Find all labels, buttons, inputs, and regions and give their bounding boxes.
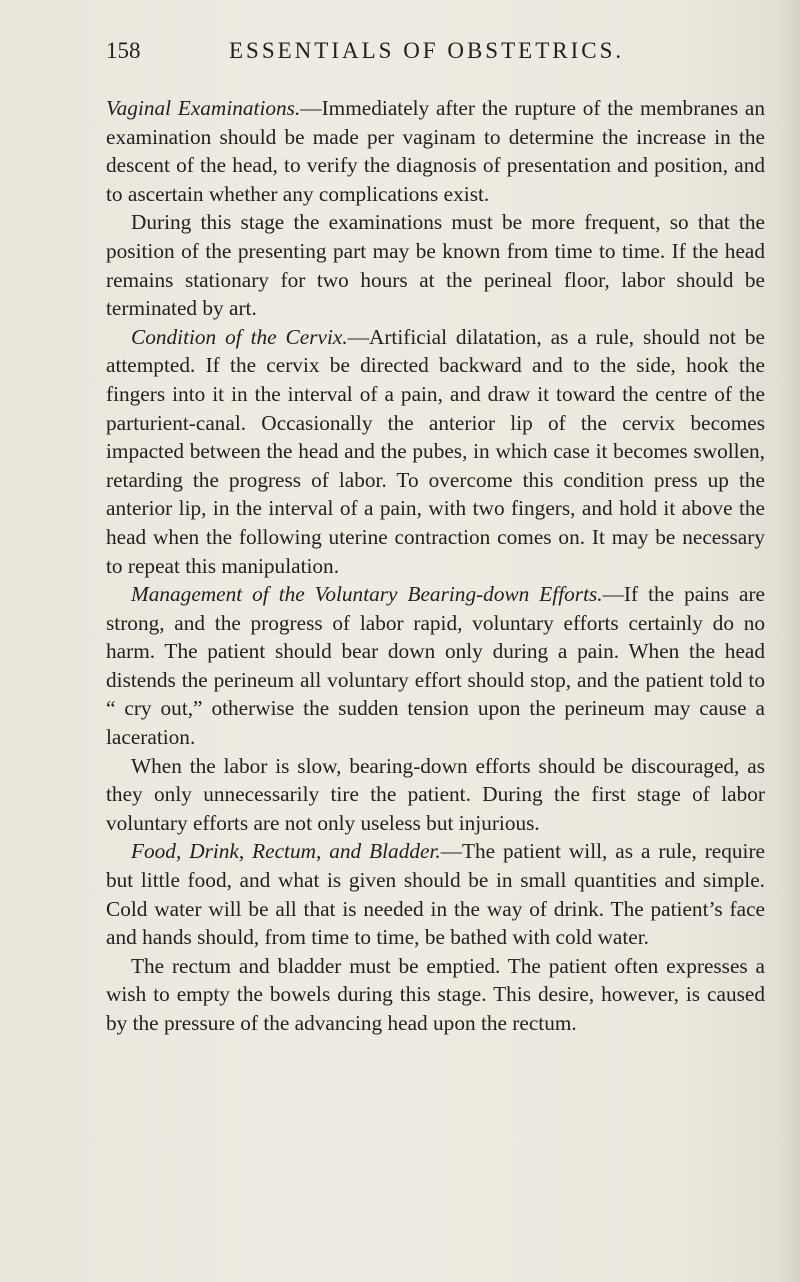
- paragraph-vaginal-examinations: [106, 94, 765, 208]
- paragraph-bearing-down-efforts: [106, 580, 765, 752]
- page-edge-shadow: [782, 0, 800, 1282]
- paragraph-text: —The patient will, as a rule, require but little food, and what is given should be in small quantities and simple. Cold water will be all that is needed in the way of drink. The patient’s face and hands should, from time to time, be bathed with cold water.: [106, 839, 765, 950]
- page-body: [106, 94, 765, 1038]
- paragraph-condition-of-cervix: [106, 323, 765, 580]
- page-header: [106, 38, 706, 68]
- paragraph-slow-labor: [106, 752, 765, 838]
- paragraph-food-drink: [106, 837, 765, 951]
- paragraph-text: The rectum and bladder must be emptied. The patient often expresses a wish to empty the bowels during this stage. This desire, however, is caused by the pressure of the advancing head upon the rectum.: [106, 953, 765, 1035]
- paragraph-text: —Artificial dilatation, as a rule, should not be attempted. If the cervix be directed backward and to the side, hook the fingers into it in the interval of a pain, and draw it toward the centre of the parturient-canal. Occasionally the anterior lip of the cervix becomes impacted between the head and the pubes, in which case it becomes swollen, retarding the progress of labor. To overcome this condition press up the anterior lip, in the interval of a pain, with two fingers, and hold it above the head when the following uterine contraction comes on. It may be necessary to repeat this manipulation.: [106, 324, 765, 578]
- paragraph-text: When the labor is slow, bearing-down efforts should be discouraged, as they only unnecessarily tire the patient. During the first stage of labor voluntary efforts are not only useless but injurious.: [106, 753, 765, 835]
- paragraph-text: —If the pains are strong, and the progress of labor rapid, voluntary efforts certainly do no harm. The patient should bear down only during a pain. When the head distends the perineum all voluntary effort should stop, and the patient told to “ cry out,” otherwise the sudden tension upon the perineum may cause a laceration.: [106, 582, 765, 750]
- paragraph-heading: Vaginal Examinations.: [106, 96, 301, 120]
- page-number: 158: [106, 38, 141, 63]
- running-head: ESSENTIALS OF OBSTETRICS.: [229, 38, 625, 63]
- paragraph-examination-frequency: [106, 208, 765, 322]
- paragraph-rectum-bladder: [106, 952, 765, 1038]
- paragraph-heading: Management of the Voluntary Bearing-down Efforts.: [131, 582, 603, 607]
- paragraph-text: During this stage the examinations must be more frequent, so that the position of the presenting part may be known from time to time. If the head remains stationary for two hours at the perineal floor, labor should be terminated by art.: [106, 210, 765, 321]
- paragraph-heading: Food, Drink, Rectum, and Bladder.: [131, 839, 441, 864]
- paragraph-text: —Immediately after the rupture of the membranes an examination should be made per vaginam to determine the increase in the descent of the head, to verify the diagnosis of presentation and position, and to ascertain whether any complications exist.: [106, 96, 765, 206]
- paragraph-heading: Condition of the Cervix.: [131, 324, 348, 349]
